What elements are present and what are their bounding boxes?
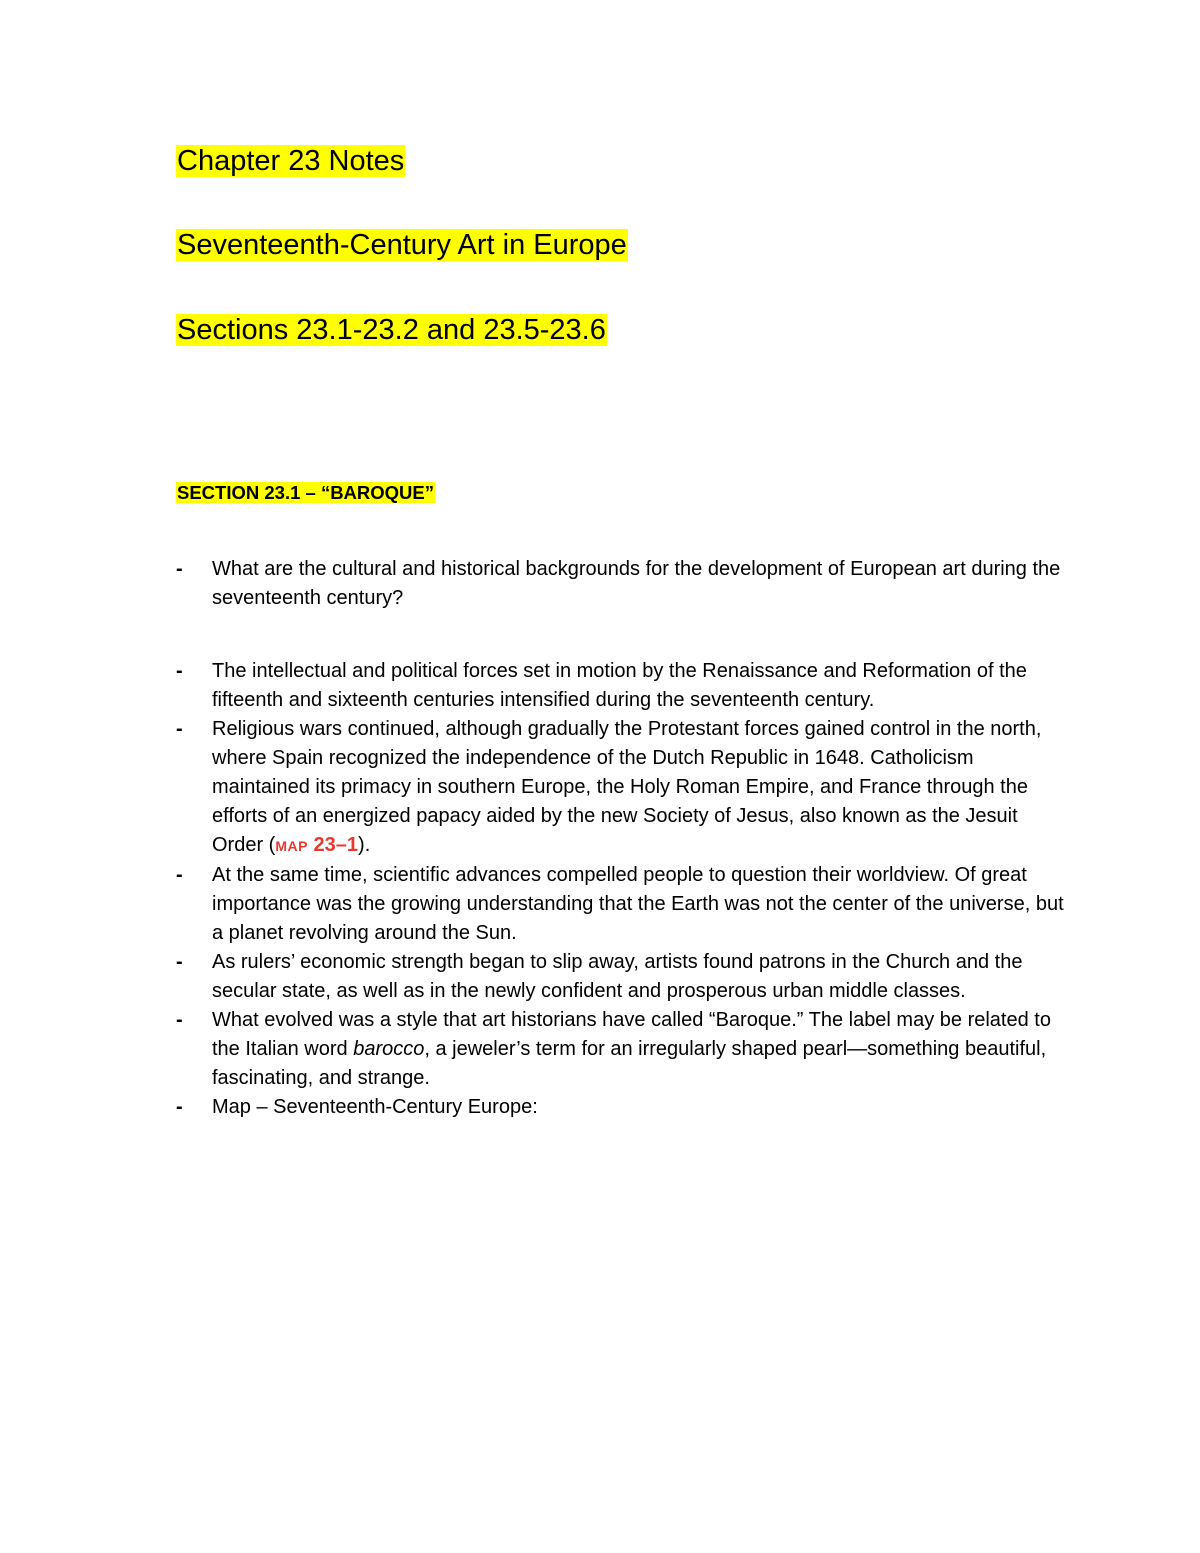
bullet-dash: - [176, 864, 183, 886]
chapter-subtitle [176, 227, 628, 263]
note-text: Map – Seventeenth-Century Europe: [212, 1096, 538, 1118]
note-text-end: ). [358, 834, 371, 856]
sections-range-text: Sections 23.1-23.2 and 23.5-23.6 [177, 314, 606, 346]
bullet-dash: - [176, 660, 183, 682]
note-text: The intellectual and political forces set in motion by the Renaissance and Reformation of the fifteenth and sixteenth centuries intensified during the seventeenth century. [212, 660, 1027, 711]
note-text: What evolved was a style that art historians have called “Baroque.” The label may be related to the Italian word [212, 1009, 1051, 1060]
bullet-dash: - [176, 1009, 183, 1031]
list-item [176, 657, 1066, 715]
chapter-title-text: Chapter 23 Notes [177, 145, 405, 177]
list-item [176, 948, 1066, 1006]
italic-term: barocco [353, 1038, 425, 1060]
map-reference-prefix: MAP [275, 838, 308, 854]
list-item [176, 1093, 1066, 1122]
note-text: As rulers’ economic strength began to slip away, artists found patrons in the Church and the secular state, as well as in the newly confident and prosperous urban middle classes. [212, 951, 1023, 1002]
sections-range [176, 312, 607, 348]
note-text: At the same time, scientific advances compelled people to question their worldview. Of great importance was the growing understanding that the Earth was not the center of the universe, but a planet revolving around the Sun. [212, 864, 1064, 944]
note-text-end: , a jeweler’s term for an irregularly shaped pearl—something beautiful, fascinating, and strange. [212, 1038, 1047, 1089]
bullet-dash: - [176, 951, 183, 973]
question-list [176, 555, 1066, 613]
question-text: What are the cultural and historical backgrounds for the development of European art during the seventeenth century? [212, 558, 1061, 609]
map-reference-number: 23–1 [313, 834, 359, 856]
list-item-question [176, 555, 1066, 613]
list-item [176, 861, 1066, 948]
list-item [176, 1006, 1066, 1093]
bullet-dash: - [176, 718, 183, 740]
section-heading [176, 479, 435, 507]
bullet-dash: - [176, 1096, 183, 1118]
chapter-title [176, 143, 405, 179]
chapter-subtitle-text: Seventeenth-Century Art in Europe [177, 229, 627, 261]
list-item [176, 715, 1066, 861]
notes-list [176, 657, 1066, 1122]
map-reference [275, 834, 358, 856]
note-text: Religious wars continued, although gradually the Protestant forces gained control in the north, where Spain recognized the independence of the Dutch Republic in 1648. Catholicism maintained its primacy in southern Europe, the Holy Roman Empire, and France through the efforts of an energized papacy aided by the new Society of Jesus, also known as the Jesuit Order ( [212, 718, 1042, 856]
bullet-dash: - [176, 558, 183, 580]
section-heading-text: SECTION 23.1 – “BAROQUE” [177, 482, 435, 503]
